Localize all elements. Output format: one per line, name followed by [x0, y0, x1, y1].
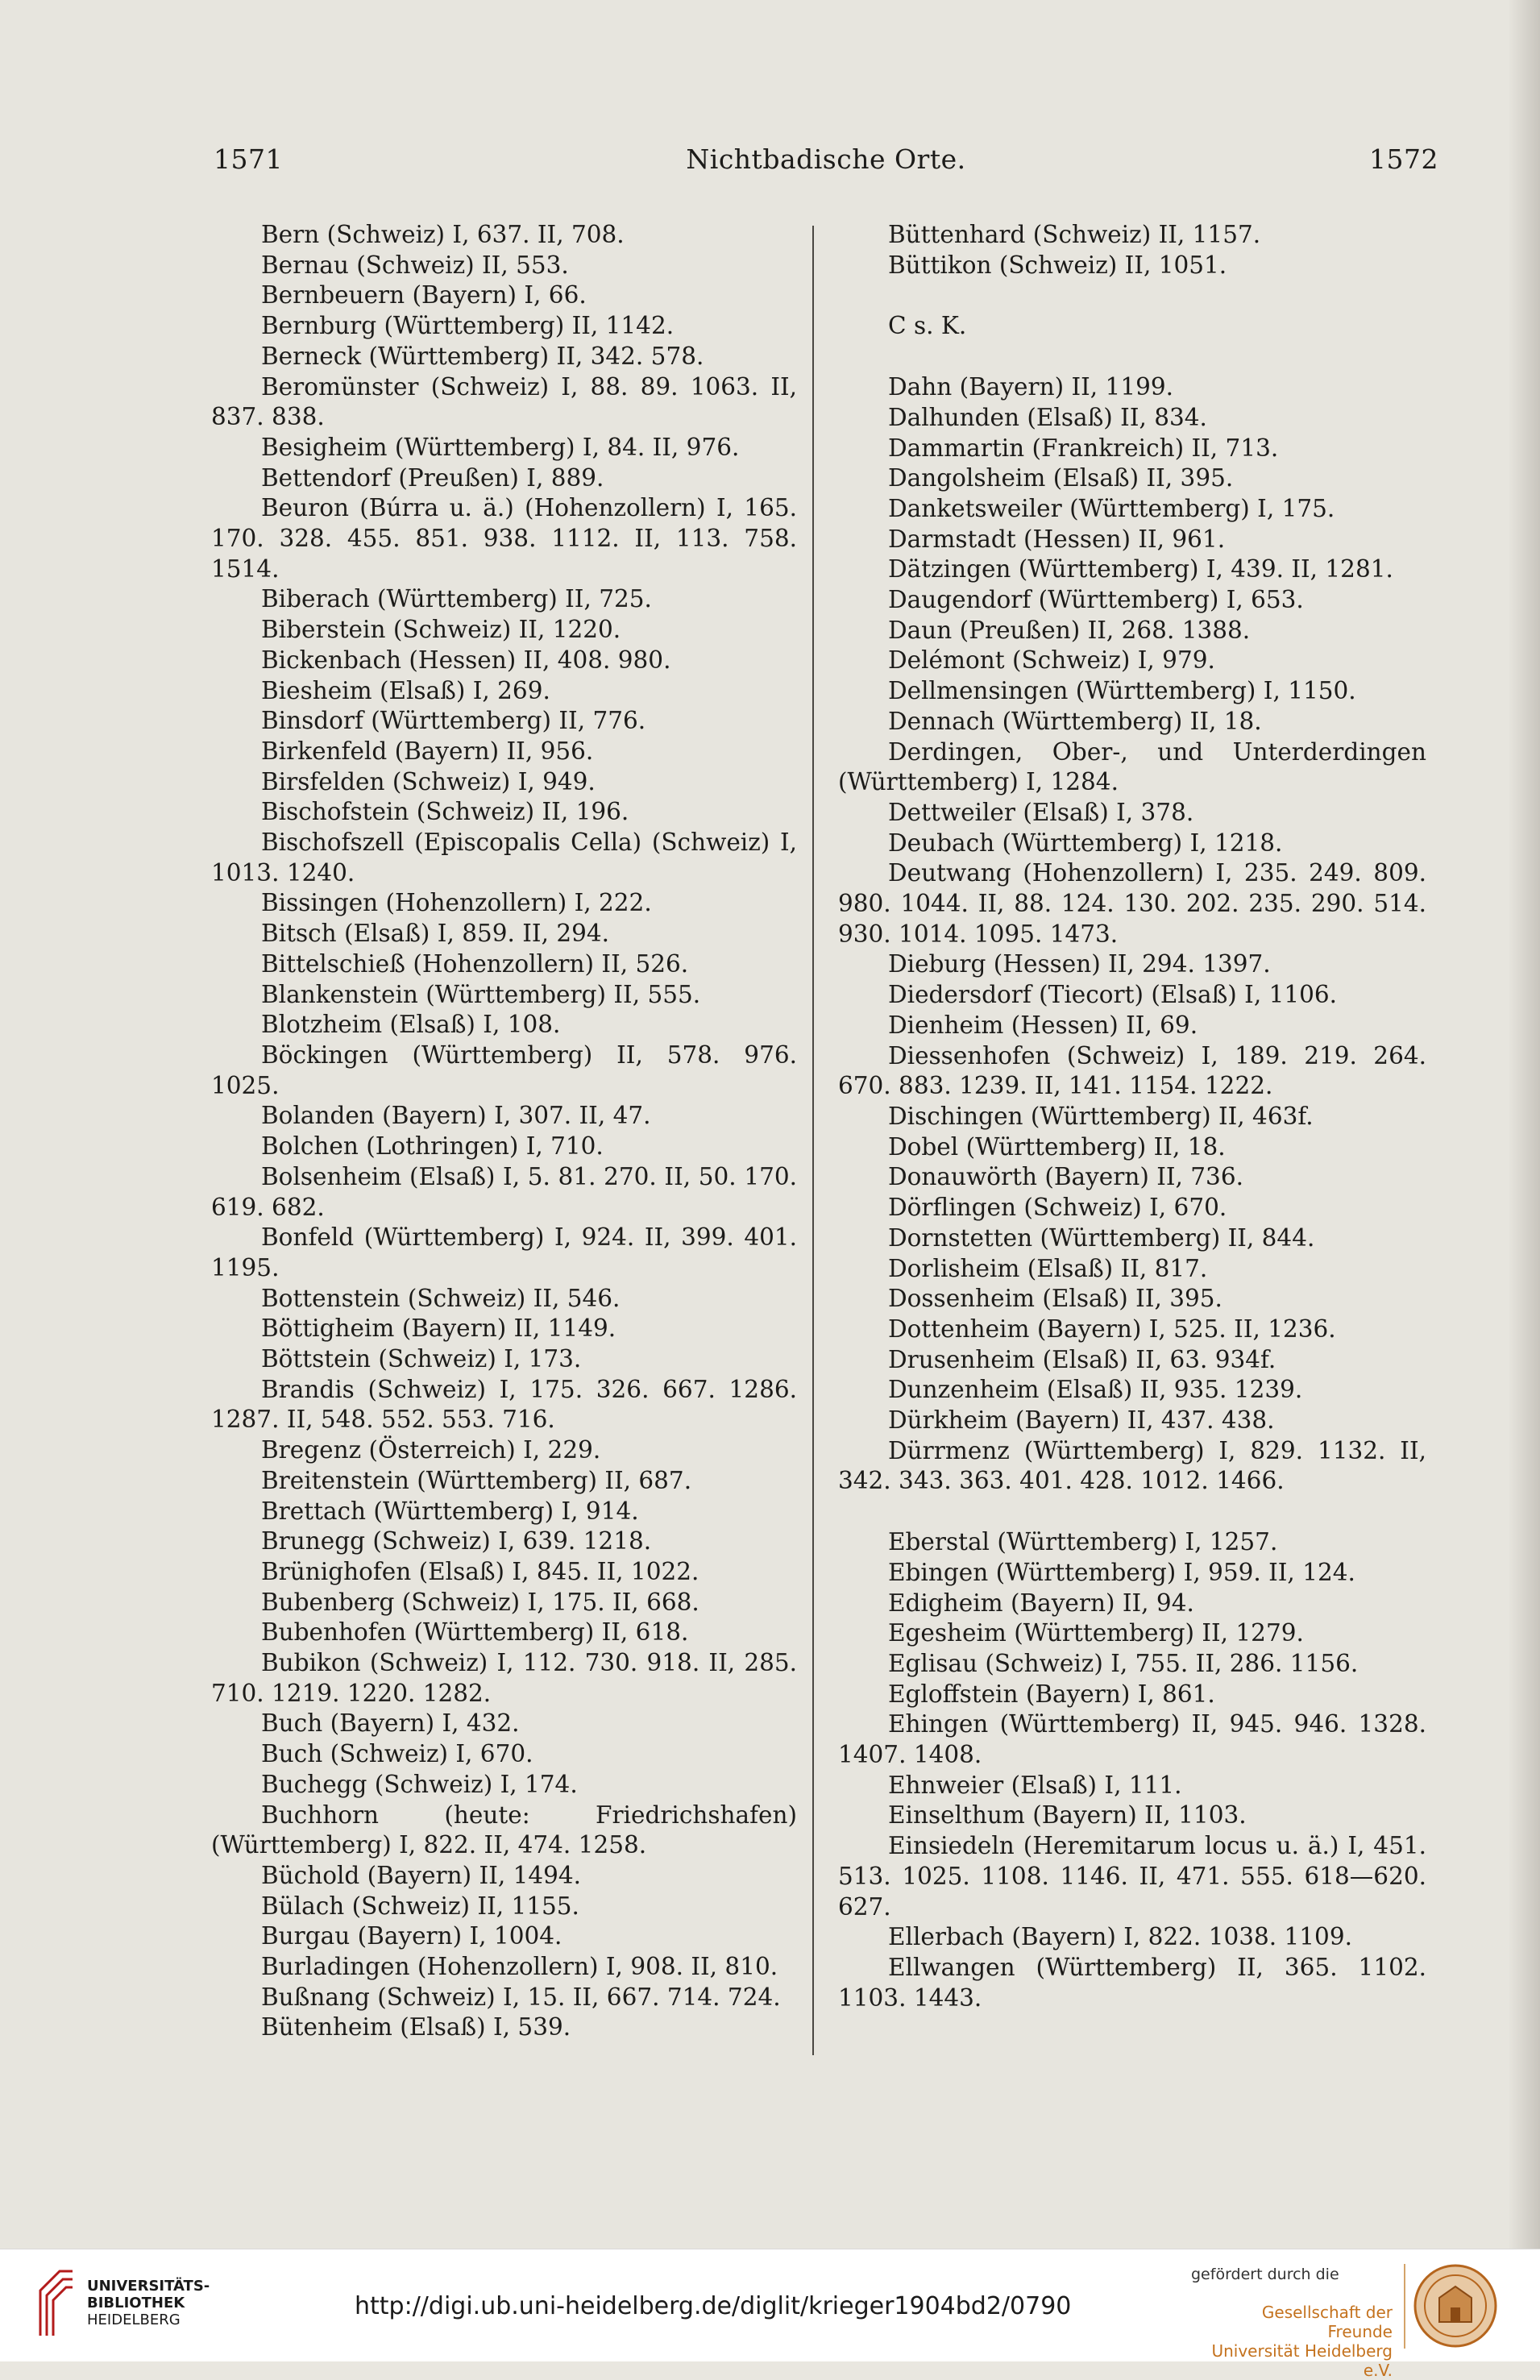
index-entry: Bischofstein (Schweiz) II, 196. [261, 798, 629, 826]
index-entry: Beuron (Búrra u. ä.) (Hohenzollern) I, 165. 170. 328. 455. 851. 938. 1112. II, 113. 758. 1514. [211, 494, 797, 583]
index-entry: Buchegg (Schweiz) I, 174. [261, 1770, 578, 1798]
index-entry: Birkenfeld (Bayern) II, 956. [261, 737, 594, 765]
index-entry: Dottenheim (Bayern) I, 525. II, 1236. [888, 1315, 1336, 1343]
running-head [214, 143, 1438, 184]
index-entry: Dettweiler (Elsaß) I, 378. [888, 798, 1194, 826]
index-entry: Drusenheim (Elsaß) II, 63. 934f. [888, 1345, 1276, 1373]
index-entry: Büchold (Bayern) II, 1494. [261, 1861, 582, 1889]
index-entry: Bußnang (Schweiz) I, 15. II, 667. 714. 724. [261, 1983, 781, 2011]
index-entry: Bregenz (Österreich) I, 229. [261, 1436, 601, 1464]
index-entry: Bottenstein (Schweiz) II, 546. [261, 1284, 621, 1312]
index-entry: Ebingen (Württemberg) I, 959. II, 124. [888, 1558, 1355, 1586]
index-entry: Egloffstein (Bayern) I, 861. [888, 1680, 1215, 1708]
index-entry: Bernburg (Württemberg) II, 1142. [261, 312, 675, 340]
index-entry: Egesheim (Württemberg) II, 1279. [888, 1619, 1304, 1647]
index-entry: Ellwangen (Württemberg) II, 365. 1102. 1103. 1443. [838, 1953, 1426, 2012]
index-entry: Ellerbach (Bayern) I, 822. 1038. 1109. [888, 1923, 1352, 1951]
index-entry: Delémont (Schweiz) I, 979. [888, 646, 1215, 675]
index-entry: Diessenhofen (Schweiz) I, 189. 219. 264. 670. 883. 1239. II, 141. 1154. 1222. [838, 1041, 1426, 1100]
index-entry: Brettach (Württemberg) I, 914. [261, 1497, 639, 1525]
index-entry: Eglisau (Schweiz) I, 755. II, 286. 1156. [888, 1649, 1359, 1677]
index-entry: Derdingen, Ober-, und Unterderdingen (Württemberg) I, 1284. [838, 737, 1426, 796]
index-entry: Büttikon (Schweiz) II, 1051. [888, 251, 1227, 279]
index-entry: Einselthum (Bayern) II, 1103. [888, 1801, 1247, 1830]
index-entry: Dürrmenz (Württemberg) I, 829. 1132. II, 342. 343. 363. 401. 428. 1012. 1466. [838, 1436, 1426, 1495]
index-entry: Dangolsheim (Elsaß) II, 395. [888, 464, 1234, 492]
index-entry: Danketsweiler (Württemberg) I, 175. [888, 494, 1335, 522]
index-entry: Bickenbach (Hessen) II, 408. 980. [261, 646, 671, 674]
index-entry: Dätzingen (Württemberg) I, 439. II, 1281. [888, 555, 1393, 584]
index-entry: Biesheim (Elsaß) I, 269. [261, 676, 550, 704]
index-entry: Bülach (Schweiz) II, 1155. [261, 1892, 579, 1920]
index-entry: Bubenhofen (Württemberg) II, 618. [261, 1618, 689, 1647]
index-entry: Ehingen (Württemberg) II, 945. 946. 1328. 1407. 1408. [838, 1710, 1426, 1769]
index-entry: Brünighofen (Elsaß) I, 845. II, 1022. [261, 1557, 699, 1585]
index-entry: Berneck (Württemberg) II, 342. 578. [261, 342, 704, 370]
index-entry: Binsdorf (Württemberg) II, 776. [261, 707, 646, 735]
index-entry: Einsiedeln (Heremitarum locus u. ä.) I, 451. 513. 1025. 1108. 1146. II, 471. 555. 618—620. 627. [838, 1832, 1426, 1921]
library-name: UNIVERSITÄTS- BIBLIOTHEK HEIDELBERG [87, 2278, 210, 2328]
index-entry: Beromünster (Schweiz) I, 88. 89. 1063. II, 837. 838. [211, 372, 797, 431]
index-entry: Böttstein (Schweiz) I, 173. [261, 1345, 582, 1373]
index-entry: Bubenberg (Schweiz) I, 175. II, 668. [261, 1588, 699, 1616]
index-entry: Burgau (Bayern) I, 1004. [261, 1922, 562, 1950]
index-entry: Dossenheim (Elsaß) II, 395. [888, 1285, 1222, 1313]
index-entry: Birsfelden (Schweiz) I, 949. [261, 767, 596, 795]
index-entry: Biberstein (Schweiz) II, 1220. [261, 616, 621, 644]
index-entry: Buchhorn (heute: Friedrichshafen) (Württemberg) I, 822. II, 474. 1258. [211, 1801, 797, 1859]
index-entry: Blotzheim (Elsaß) I, 108. [261, 1011, 561, 1039]
cross-reference: C s. K. [888, 312, 967, 340]
index-entry: Eberstal (Württemberg) I, 1257. [888, 1528, 1278, 1556]
index-entry: Daun (Preußen) II, 268. 1388. [888, 616, 1251, 644]
footer-bar [0, 2249, 1540, 2380]
index-entry: Dunzenheim (Elsaß) II, 935. 1239. [888, 1376, 1303, 1404]
index-entry: Büttenhard (Schweiz) II, 1157. [888, 221, 1261, 248]
index-entry: Dieburg (Hessen) II, 294. 1397. [888, 950, 1271, 978]
index-entry: Bern (Schweiz) I, 637. II, 708. [261, 221, 625, 248]
index-entry: Bolchen (Lothringen) I, 710. [261, 1132, 604, 1161]
index-entry: Buch (Bayern) I, 432. [261, 1709, 520, 1738]
index-entry: Ehnweier (Elsaß) I, 111. [888, 1771, 1182, 1799]
index-entry: Bolsenheim (Elsaß) I, 5. 81. 270. II, 50. 170. 619. 682. [211, 1162, 797, 1221]
index-entry: Brandis (Schweiz) I, 175. 326. 667. 1286. 1287. II, 548. 552. 553. 716. [211, 1375, 797, 1434]
page-edge-shadow [1508, 0, 1540, 2249]
index-entry: Bütenheim (Elsaß) I, 539. [261, 2013, 571, 2041]
index-entry: Bissingen (Hohenzollern) I, 222. [261, 889, 652, 917]
index-entry: Böckingen (Württemberg) II, 578. 976. 1025. [211, 1040, 797, 1099]
index-entry: Blankenstein (Württemberg) II, 555. [261, 980, 701, 1008]
index-entry: Dörflingen (Schweiz) I, 670. [888, 1194, 1227, 1222]
index-entry: Bernau (Schweiz) II, 553. [261, 251, 569, 279]
sponsor-name: Gesellschaft der Freunde Universität Heidelberg e.V. [1211, 2303, 1393, 2380]
index-column-left [211, 220, 797, 2043]
index-entry: Bernbeuern (Bayern) I, 66. [261, 281, 587, 309]
index-entry: Brunegg (Schweiz) I, 639. 1218. [261, 1527, 652, 1556]
index-entry: Deubach (Württemberg) I, 1218. [888, 829, 1283, 857]
index-entry: Dennach (Württemberg) II, 18. [888, 707, 1262, 735]
index-entry: Bolanden (Bayern) I, 307. II, 47. [261, 1102, 651, 1130]
index-entry: Bonfeld (Württemberg) I, 924. II, 399. 401. 1195. [211, 1223, 797, 1281]
index-entry: Daugendorf (Württemberg) I, 653. [888, 586, 1304, 614]
index-entry: Dürkheim (Bayern) II, 437. 438. [888, 1406, 1275, 1435]
index-entry: Burladingen (Hohenzollern) I, 908. II, 810. [261, 1953, 778, 1981]
index-entry: Dorlisheim (Elsaß) II, 817. [888, 1254, 1208, 1282]
index-entry: Dornstetten (Württemberg) II, 844. [888, 1223, 1315, 1252]
index-entry: Buch (Schweiz) I, 670. [261, 1740, 533, 1768]
page-title: Nichtbadische Orte. [686, 143, 966, 175]
index-entry: Breitenstein (Württemberg) II, 687. [261, 1466, 692, 1494]
index-entry: Bischofszell (Episcopalis Cella) (Schweiz) I, 1013. 1240. [211, 829, 797, 887]
index-entry: Donauwörth (Bayern) II, 736. [888, 1163, 1243, 1191]
index-entry: Deutwang (Hohenzollern) I, 235. 249. 809. 980. 1044. II, 88. 124. 130. 202. 235. 290. 514. 930. 1014. 1095. 1473. [838, 859, 1426, 948]
permalink-url[interactable]: http://digi.ub.uni-heidelberg.de/diglit/krieger1904bd2/0790 [355, 2292, 1072, 2320]
index-entry: Böttigheim (Bayern) II, 1149. [261, 1315, 616, 1343]
index-column-right [838, 220, 1426, 2013]
index-entry: Edigheim (Bayern) II, 94. [888, 1589, 1194, 1617]
sponsor-label: gefördert durch die [1191, 2266, 1339, 2283]
index-entry: Dammartin (Frankreich) II, 713. [888, 434, 1279, 462]
index-entry: Dalhunden (Elsaß) II, 834. [888, 403, 1207, 431]
index-entry: Bubikon (Schweiz) I, 112. 730. 918. II, 285. 710. 1219. 1220. 1282. [211, 1649, 797, 1707]
page-number-left: 1571 [214, 143, 283, 175]
index-entry: Dienheim (Hessen) II, 69. [888, 1011, 1198, 1039]
section-gap [838, 1497, 1426, 1527]
page-number-right: 1572 [1369, 143, 1438, 175]
index-entry: Dellmensingen (Württemberg) I, 1150. [888, 677, 1356, 705]
index-entry: Darmstadt (Hessen) II, 961. [888, 525, 1226, 553]
index-entry: Dobel (Württemberg) II, 18. [888, 1132, 1226, 1161]
university-seal-icon [1412, 2262, 1499, 2349]
index-entry: Bittelschieß (Hohenzollern) II, 526. [261, 949, 689, 978]
index-entry: Besigheim (Württemberg) I, 84. II, 976. [261, 433, 740, 461]
index-entry: Diedersdorf (Tiecort) (Elsaß) I, 1106. [888, 981, 1338, 1009]
index-entry: Dischingen (Württemberg) II, 463f. [888, 1102, 1314, 1130]
column-divider [812, 226, 814, 2055]
library-logo-icon [35, 2266, 77, 2337]
index-entry: Dahn (Bayern) II, 1199. [888, 373, 1174, 401]
index-entry: Bitsch (Elsaß) I, 859. II, 294. [261, 920, 610, 948]
index-entry: Biberach (Württemberg) II, 725. [261, 585, 652, 613]
footer-divider [1404, 2264, 1405, 2349]
index-entry: Bettendorf (Preußen) I, 889. [261, 463, 604, 492]
